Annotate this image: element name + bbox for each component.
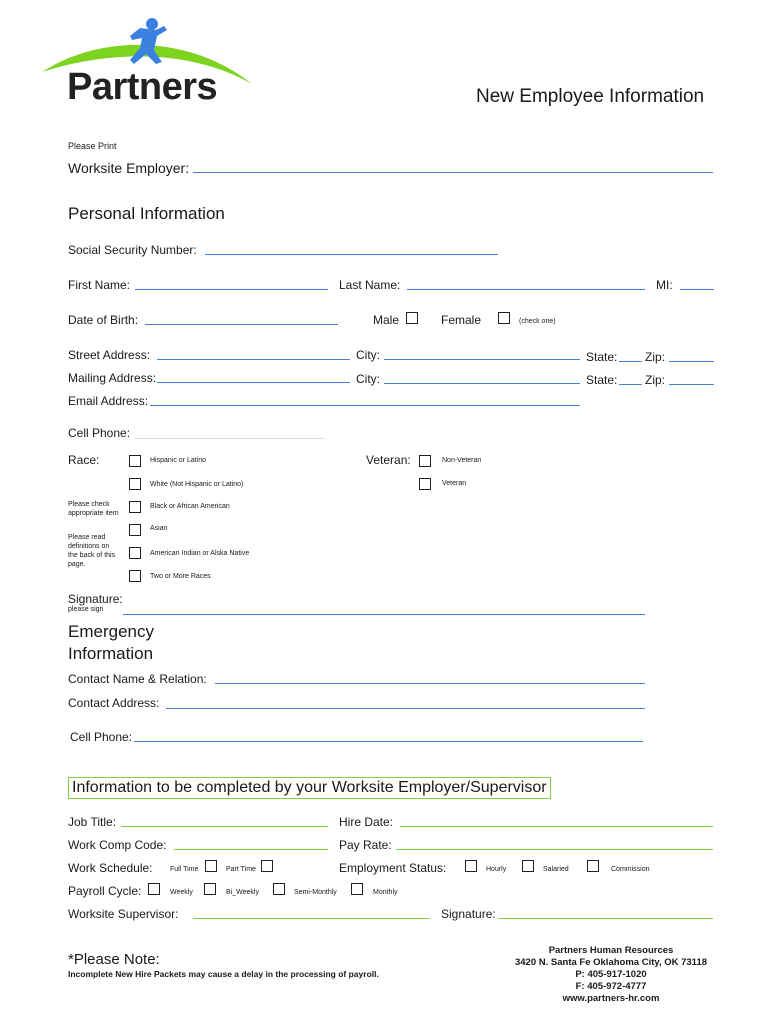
race-hispanic-label: Hispanic or Latino (150, 457, 207, 464)
hire-date-field[interactable] (400, 826, 713, 827)
personal-info-heading: Personal Information (68, 204, 225, 223)
contact-address-field[interactable] (166, 708, 645, 709)
mailing-state-field[interactable] (619, 384, 642, 385)
employment-status-label: Employment Status: (339, 861, 447, 875)
pay-rate-label: Pay Rate: (339, 838, 392, 852)
zip-label: Zip: (645, 350, 666, 364)
mi-label: MI: (656, 278, 673, 292)
race-black-checkbox[interactable] (129, 501, 141, 513)
part-time-checkbox[interactable] (261, 860, 273, 872)
work-comp-label: Work Comp Code: (68, 838, 167, 852)
race-white-checkbox[interactable] (129, 478, 141, 490)
work-comp-field[interactable] (174, 849, 328, 850)
race-asian-label: Asian (150, 525, 168, 532)
female-checkbox[interactable] (498, 312, 510, 324)
semi-monthly-label: Semi-Monthly (294, 889, 337, 896)
cell-phone-field[interactable] (135, 438, 325, 439)
hourly-label: Hourly (486, 866, 507, 873)
partners-logo (40, 14, 260, 114)
job-title-field[interactable] (121, 826, 328, 827)
work-schedule-label: Work Schedule: (68, 861, 153, 875)
race-two-label: Two or More Races (150, 573, 211, 580)
commission-checkbox[interactable] (587, 860, 599, 872)
race-native-label: American Indian or Alska Native (150, 550, 250, 557)
mi-field[interactable] (680, 289, 714, 290)
last-name-field[interactable] (407, 289, 645, 290)
state-field[interactable] (619, 361, 642, 362)
female-label: Female (441, 313, 482, 327)
ssn-label: Social Security Number: (68, 243, 197, 257)
first-name-field[interactable] (135, 289, 328, 290)
city-field[interactable] (384, 359, 580, 360)
worksite-employer-label: Worksite Employer: (68, 160, 190, 176)
company-phone: P: 405-917-1020 (575, 969, 647, 980)
hourly-checkbox[interactable] (465, 860, 477, 872)
payroll-cycle-label: Payroll Cycle: (68, 884, 142, 898)
veteran-checkbox[interactable] (419, 478, 431, 490)
check-one-note: (check one) (519, 318, 556, 325)
non-veteran-checkbox[interactable] (419, 455, 431, 467)
emergency-cell-field[interactable] (134, 741, 643, 742)
company-info (500, 945, 722, 1005)
signature-label: Signature: (68, 592, 123, 606)
street-address-field[interactable] (157, 359, 350, 360)
commission-label: Commission (611, 866, 650, 873)
weekly-checkbox[interactable] (148, 883, 160, 895)
race-native-checkbox[interactable] (129, 547, 141, 559)
mailing-state-label: State: (586, 373, 618, 387)
race-two-checkbox[interactable] (129, 570, 141, 582)
please-sign-note: please sign (68, 606, 104, 613)
mailing-zip-field[interactable] (669, 384, 714, 385)
company-website[interactable]: www.partners-hr.com (562, 993, 660, 1004)
emergency-heading-line1: Emergency (68, 622, 154, 641)
pay-rate-field[interactable] (396, 849, 713, 850)
race-hispanic-checkbox[interactable] (129, 455, 141, 467)
worksite-employer-field[interactable] (193, 172, 713, 173)
cell-phone-label: Cell Phone: (68, 426, 131, 440)
please-note-title: *Please Note: (68, 951, 160, 968)
logo-wordmark: Partners (67, 66, 218, 108)
race-white-label: White (Not Hispanic or Latino) (150, 481, 244, 488)
race-asian-checkbox[interactable] (129, 524, 141, 536)
hire-date-label: Hire Date: (339, 815, 394, 829)
contact-address-label: Contact Address: (68, 696, 160, 710)
supervisor-label: Worksite Supervisor: (68, 907, 179, 921)
weekly-label: Weekly (170, 889, 193, 896)
emergency-cell-label: Cell Phone: (70, 730, 133, 744)
salaried-label: Salaried (543, 866, 569, 873)
veteran-option-label: Veteran (442, 480, 467, 487)
bi-weekly-checkbox[interactable] (204, 883, 216, 895)
ssn-field[interactable] (205, 254, 498, 255)
please-note-text: Incomplete New Hire Packets may cause a delay in the processing of payroll. (68, 969, 379, 979)
last-name-label: Last Name: (339, 278, 401, 292)
mailing-address-label: Mailing Address: (68, 371, 157, 385)
race-label: Race: (68, 453, 100, 467)
company-name: Partners Human Resources (548, 945, 674, 956)
monthly-label: Monthly (373, 889, 398, 896)
page-title: New Employee Information (476, 86, 705, 107)
part-time-label: Part Time (226, 866, 256, 873)
first-name-label: First Name: (68, 278, 131, 292)
semi-monthly-checkbox[interactable] (273, 883, 285, 895)
non-veteran-label: Non-Veteran (442, 457, 482, 464)
mailing-city-field[interactable] (384, 383, 580, 384)
dob-label: Date of Birth: (68, 313, 139, 327)
contact-name-label: Contact Name & Relation: (68, 672, 207, 686)
full-time-label: Full Time (170, 866, 199, 873)
mailing-address-field[interactable] (157, 382, 350, 383)
job-title-label: Job Title: (68, 815, 117, 829)
company-address: 3420 N. Santa Fe Oklahoma City, OK 73118 (514, 957, 708, 968)
employer-section-heading: Information to be completed by your Worksite Employer/Supervisor (68, 777, 551, 799)
race-black-label: Black or African American (150, 503, 230, 510)
bi-weekly-label: Bi_Weekly (226, 889, 259, 896)
contact-name-field[interactable] (215, 683, 645, 684)
read-definitions-note: Please read definitions on the back of this page. (68, 534, 116, 568)
employer-signature-field[interactable] (498, 918, 713, 919)
company-fax: F: 405-972-4777 (575, 981, 647, 992)
male-label: Male (373, 313, 400, 327)
signature-field[interactable] (123, 614, 645, 615)
veteran-label: Veteran: (366, 453, 411, 467)
monthly-checkbox[interactable] (351, 883, 363, 895)
full-time-checkbox[interactable] (205, 860, 217, 872)
mailing-zip-label: Zip: (645, 373, 666, 387)
dob-field[interactable] (145, 324, 338, 325)
email-label: Email Address: (68, 394, 149, 408)
supervisor-field[interactable] (193, 918, 430, 919)
please-print: Please Print (68, 141, 117, 151)
mailing-city-label: City: (356, 372, 380, 386)
emergency-heading-line2: Information (68, 644, 154, 663)
street-address-label: Street Address: (68, 348, 151, 362)
state-label: State: (586, 350, 618, 364)
male-checkbox[interactable] (406, 312, 418, 324)
salaried-checkbox[interactable] (522, 860, 534, 872)
zip-field[interactable] (669, 361, 714, 362)
email-field[interactable] (150, 405, 580, 406)
employer-signature-label: Signature: (441, 907, 496, 921)
check-item-note: Please check appropriate item (68, 501, 119, 517)
city-label: City: (356, 348, 380, 362)
